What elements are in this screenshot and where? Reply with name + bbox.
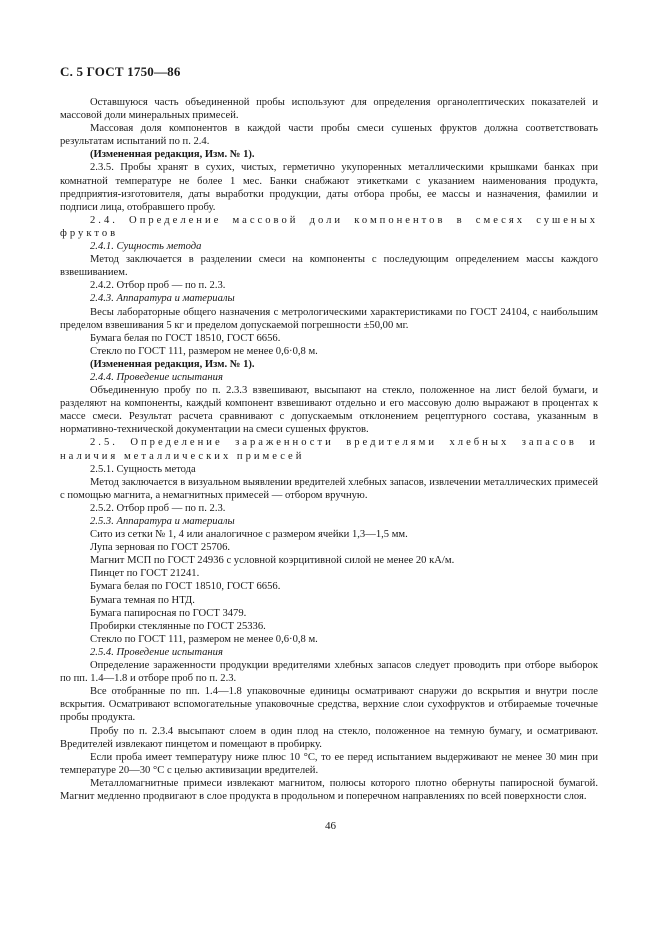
paragraph: 2.4.1. Сущность метода bbox=[90, 241, 202, 253]
paragraph: Пинцет по ГОСТ 21241. bbox=[90, 568, 200, 580]
paragraph: 2.4.4. Проведение испытания bbox=[90, 371, 223, 383]
paragraph: Все отобранные по пп. 1.4—1.8 упаковочные единицы осматривают снаружи до вскрытия и внутри после вскрытия. Осматривают вспомогательные упаковочные средства, верхние слои сухофруктов и отбираемые точечные пробы продукта. bbox=[60, 686, 598, 724]
page-header: С. 5 ГОСТ 1750—86 bbox=[60, 64, 181, 79]
paragraph: 2.5.2. Отбор проб — по п. 2.3. bbox=[90, 502, 226, 514]
paragraph: Объединенную пробу по п. 2.3.3 взвешивают, высыпают на стекло, положенное на лист белой бумаги, и разделяют на компоненты, каждый компонент взвешивают отдельно и его массовую долю выражают в процентах к массе смеси. Результат расчета сравнивают с допускаемым отклонением рецептурного состава, указанным в нормативно-технической документации на смеси сушеных фруктов. bbox=[60, 385, 598, 436]
paragraph: (Измененная редакция, Изм. № 1). bbox=[90, 358, 255, 370]
paragraph: 2.5.3. Аппаратура и материалы bbox=[90, 516, 235, 527]
paragraph: Бумага белая по ГОСТ 18510, ГОСТ 6656. bbox=[90, 332, 281, 344]
paragraph: Лупа зерновая по ГОСТ 25706. bbox=[90, 542, 231, 554]
paragraph: 2.3.5. Пробы хранят в сухих, чистых, герметично укупоренных металлическими крышками банках при комнатной температуре не более 1 мес. Банки снабжают этикетками с указанием наименования продукта, предприятия-изготовителя, даты выработки продукции, даты отбора пробы, ее массы и назначения, фамилии и подписи лица, отобравшего пробу. bbox=[60, 162, 598, 213]
paragraph: Бумага папиросная по ГОСТ 3479. bbox=[90, 607, 247, 619]
paragraph: Металломагнитные примеси извлекают магнитом, полюсы которого плотно обернуты папиросной бумагой. Магнит медленно продвигают в слое продукта в продольном и поперечном направлениях по всей поверхности слоя. bbox=[60, 777, 598, 802]
paragraph: Бумага темная по НТД. bbox=[90, 594, 195, 606]
paragraph: (Измененная редакция, Изм. № 1). bbox=[90, 149, 255, 161]
paragraph: 2.5.4. Проведение испытания bbox=[90, 646, 223, 658]
paragraph: Массовая доля компонентов в каждой части пробы смеси сушеных фруктов должна соответствовать результатам испытаний по п. 2.4. bbox=[60, 123, 598, 148]
paragraph: Стекло по ГОСТ 111, размером не менее 0,6·0,8 м. bbox=[90, 633, 318, 645]
paragraph: Стекло по ГОСТ 111, размером не менее 0,6·0,8 м. bbox=[90, 345, 318, 357]
paragraph: Пробирки стеклянные по ГОСТ 25336. bbox=[90, 620, 266, 632]
paragraph: 2.5. Определение зараженности вредителями хлебных запасов и наличия металлических примесей bbox=[60, 437, 598, 462]
document-body bbox=[60, 96, 598, 803]
paragraph: Магнит МСП по ГОСТ 24936 с условной коэрцитивной силой не менее 20 кА/м. bbox=[90, 555, 455, 567]
document-page bbox=[60, 64, 598, 803]
paragraph: Если проба имеет температуру ниже плюс 10 °С, то ее перед испытанием выдерживают не менее 30 мин при температуре 20—30 °С с целью активизации вредителей. bbox=[60, 751, 598, 776]
paragraph: Весы лабораторные общего назначения с метрологическими характеристиками по ГОСТ 24104, с наибольшим пределом взвешивания 5 кг и пределом допускаемой погрешности ±50,00 мг. bbox=[60, 306, 598, 331]
paragraph: Определение зараженности продукции вредителями хлебных запасов следует проводить при отборе выборок по пп. 1.4—1.8 и отборе проб по п. 2.3. bbox=[60, 660, 598, 685]
paragraph: Пробу по п. 2.3.4 высыпают слоем в один плод на стекло, положенное на темную бумагу, и осматривают. Вредителей извлекают пинцетом и помещают в пробирку. bbox=[60, 725, 598, 750]
paragraph: Метод заключается в визуальном выявлении вредителей хлебных запасов, извлечении металлических примесей с помощью магнита, а немагнитных примесей — отбором вручную. bbox=[60, 476, 598, 501]
paragraph: Бумага белая по ГОСТ 18510, ГОСТ 6656. bbox=[90, 581, 281, 593]
paragraph: Метод заключается в разделении смеси на компоненты с последующим определением массы каждого взвешиванием. bbox=[60, 254, 598, 279]
paragraph: Оставшуюся часть объединенной пробы используют для определения органолептических показателей и массовой доли минеральных примесей. bbox=[60, 97, 598, 122]
page-number: 46 bbox=[325, 820, 336, 832]
paragraph: 2.5.1. Сущность метода bbox=[90, 463, 196, 475]
paragraph: 2.4.3. Аппаратура и материалы bbox=[90, 293, 235, 305]
paragraph: 2.4.2. Отбор проб — по п. 2.3. bbox=[90, 280, 226, 292]
paragraph: Сито из сетки № 1, 4 или аналогичное с размером ячейки 1,3—1,5 мм. bbox=[90, 529, 408, 541]
paragraph: 2.4. Определение массовой доли компонентов в смесях сушеных фруктов bbox=[60, 214, 598, 239]
